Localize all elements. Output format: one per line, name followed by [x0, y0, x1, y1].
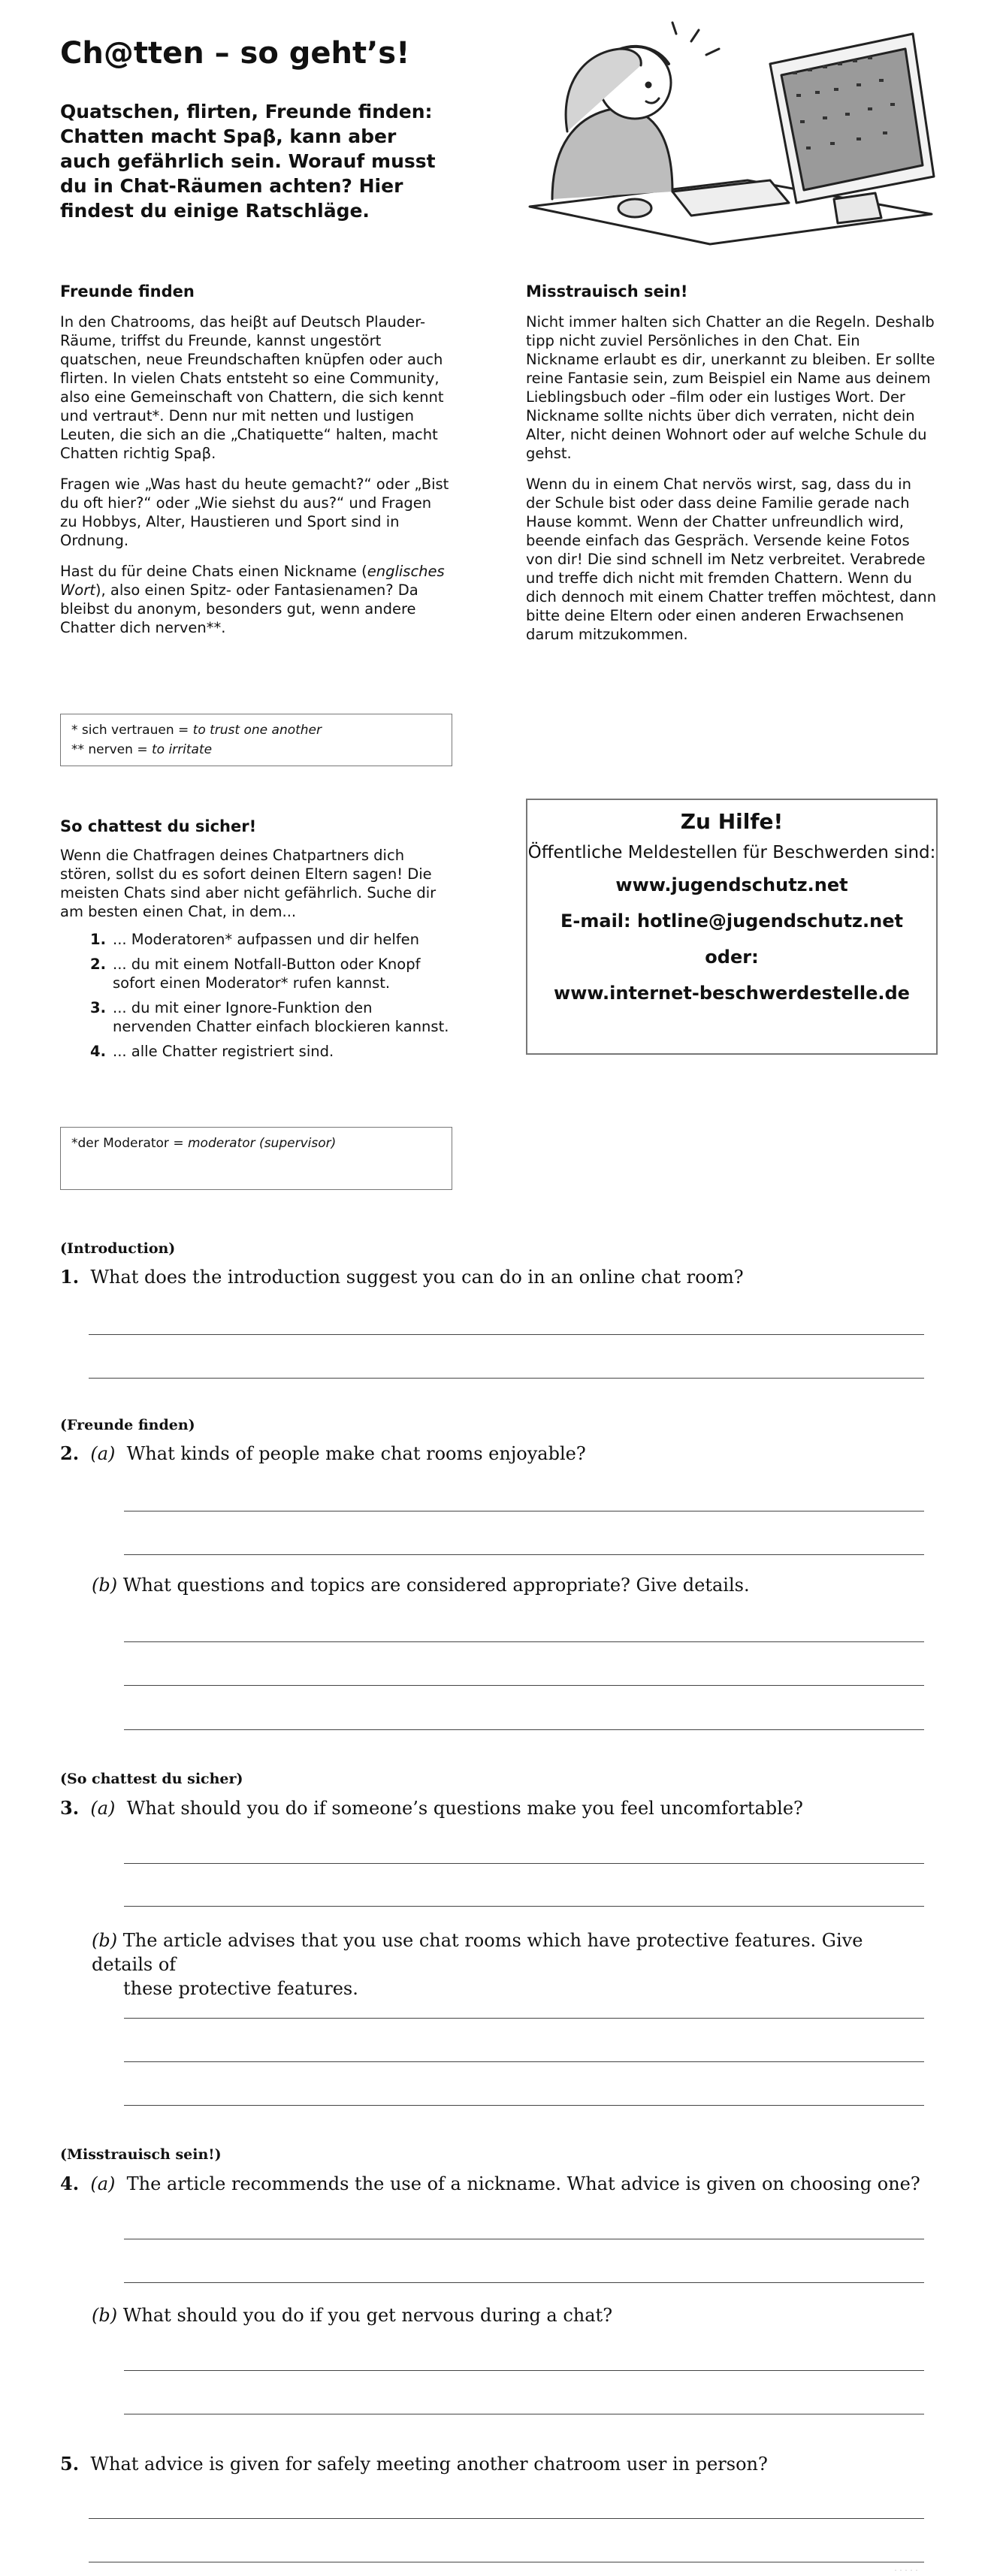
misstrauisch-paragraph-2: Wenn du in einem Chat nervös wirst, sag, dass du in der Schule bist oder dass deine Familie gerade nach Hause kommt. Wenn der Chatter unfreundlich wird, beende einfach das Gespräch. Versende keine Fotos von dir! Die sind schnell im Netz verbreitet. Verabrede und treffe dich nicht mit fremden Chattern. Wenn du dich dennoch mit einem Chatter treffen möchtest, dann bitte deine Eltern oder einen anderen Erwachsenen darum mitzukommen.: [526, 476, 937, 643]
help-title: Zu Hilfe!: [680, 809, 784, 834]
freunde-paragraph-3: Hast du für deine Chats einen Nickname (englisches Wort), also einen Spitz- oder Fantasienamen? Da bleibst du anonym, besonders gut, wenn andere Chatter dich nerven**.: [60, 563, 445, 636]
glossary-entry: * sich vertrauen = to trust one another: [71, 723, 322, 738]
help-contacts-box: [526, 799, 938, 1055]
answer-line[interactable]: [124, 1729, 924, 1730]
sicher-body: [60, 846, 451, 1067]
answer-line[interactable]: [124, 2282, 924, 2283]
list-item: 1. ... Moderatoren* aufpassen und dir helfen: [90, 931, 420, 948]
page-title: Ch@tten – so geht’s!: [60, 36, 410, 71]
help-email-link[interactable]: E-mail: hotline@jugendschutz.net: [560, 911, 903, 932]
answer-line[interactable]: [124, 1641, 924, 1642]
answer-line[interactable]: [124, 2370, 924, 2371]
glossary-entry: ** nerven = to irritate: [71, 742, 213, 757]
answer-line[interactable]: [124, 2061, 924, 2062]
question-4a: 4. (a) The article recommends the use of a nickname. What advice is given on choosing one?: [60, 2173, 920, 2194]
answer-line[interactable]: [124, 1554, 924, 1555]
freunde-glossary-box: [60, 714, 452, 766]
misstrauisch-body: [526, 313, 938, 656]
answer-line[interactable]: [89, 2518, 924, 2519]
question-4b: (b) What should you do if you get nervous during a chat?: [92, 2305, 613, 2326]
freunde-paragraph-1: In den Chatrooms, das heiβt auf Deutsch Plauder-Räume, triffst du Freunde, kannst ungestört quatschen, neue Freundschaften knüpfen oder auch flirten. In vielen Chats entsteht so eine Community, also eine Gemeinschaft von Chattern, die sich kennt und vertraut*. Denn nur mit netten und lustigen Leuten, die sich an die „Chatiquette“ halten, macht Chatten richtig Spaβ.: [60, 313, 444, 462]
help-website-link[interactable]: www.jugendschutz.net: [615, 874, 848, 895]
answer-line[interactable]: [124, 2105, 924, 2106]
section-heading-sicher: So chattest du sicher!: [60, 817, 257, 835]
freunde-paragraph-2: Fragen wie „Was hast du heute gemacht?“ oder „Bist du oft hier?“ oder „Wie siehst du aus?“ und Fragen zu Hobbys, Alter, Haustieren und Sport sind in Ordnung.: [60, 476, 449, 549]
help-or-text: oder:: [705, 947, 759, 968]
sicher-glossary-box: *der Moderator = moderator (supervisor): [60, 1127, 452, 1190]
freunde-body: [60, 313, 451, 649]
question-3a: 3. (a) What should you do if someone’s questions make you feel uncomfortable?: [60, 1797, 803, 1819]
answer-line[interactable]: [124, 2018, 924, 2019]
question-2a: 2. (a) What kinds of people make chat rooms enjoyable?: [60, 1442, 586, 1464]
intro-text: Quatschen, flirten, Freunde finden: Chatten macht Spaβ, kann aber auch gefährlich sein. Worauf musst du in Chat-Räumen achten? Hier findest du einige Ratschläge.: [60, 101, 436, 222]
help-subtitle: Öffentliche Meldestellen für Beschwerden sind:: [527, 843, 936, 862]
question-3b: (b) The article advises that you use chat rooms which have protective features. Give details of these protective features.: [92, 1930, 863, 1999]
answer-line[interactable]: [124, 1685, 924, 1686]
question-1: 1. What does the introduction suggest you can do in an online chat room?: [60, 1266, 744, 1288]
boy-at-computer-illustration: [522, 19, 943, 248]
sicher-feature-list: [60, 930, 451, 1061]
section-heading-freunde: Freunde finden: [60, 282, 195, 300]
list-item: 2. ... du mit einem Notfall-Button oder Knopf sofort einen Moderator* rufen kannst.: [90, 956, 421, 992]
question-section-label: (Freunde finden): [60, 1417, 195, 1433]
question-2b: (b) What questions and topics are considered appropriate? Give details.: [92, 1575, 750, 1596]
answer-line[interactable]: [89, 1334, 924, 1335]
misstrauisch-paragraph-1: Nicht immer halten sich Chatter an die Regeln. Deshalb tipp nicht zuviel Persönliches in den Chat. Ein Nickname erlaubt es dir, unerkannt zu bleiben. Er sollte reine Fantasie sein, zum Beispiel ein Name aus deinem Lieblingsbuch oder –film oder ein lustiges Wort. Der Nickname sollte nichts über dich verraten, nicht dein Alter, nicht deinen Wohnort oder auf welche Schule du gehst.: [526, 313, 935, 462]
answer-line[interactable]: [89, 1378, 924, 1379]
sicher-paragraph: Wenn die Chatfragen deines Chatpartners dich stören, sollst du es sofort deinen Eltern sagen! Die meisten Chats sind aber nicht gefährlich. Suche dir am besten einen Chat, in dem...: [60, 847, 437, 920]
question-section-label: (Misstrauisch sein!): [60, 2146, 222, 2163]
question-5: 5. What advice is given for safely meeting another chatroom user in person?: [60, 2453, 768, 2475]
section-heading-misstrauisch: Misstrauisch sein!: [526, 282, 688, 300]
answer-line[interactable]: [124, 1863, 924, 1864]
question-section-label: (Introduction): [60, 1240, 176, 1257]
answer-line[interactable]: [124, 1906, 924, 1907]
page-footer-mark: · · · · ·: [894, 2565, 918, 2575]
question-section-label: (So chattest du sicher): [60, 1771, 243, 1787]
list-item: 3. ... du mit einer Ignore-Funktion den nervenden Chatter einfach blockieren kannst.: [90, 999, 449, 1035]
list-item: 4. ... alle Chatter registriert sind.: [90, 1043, 334, 1060]
help-website-link-2[interactable]: www.internet-beschwerdestelle.de: [554, 983, 910, 1004]
